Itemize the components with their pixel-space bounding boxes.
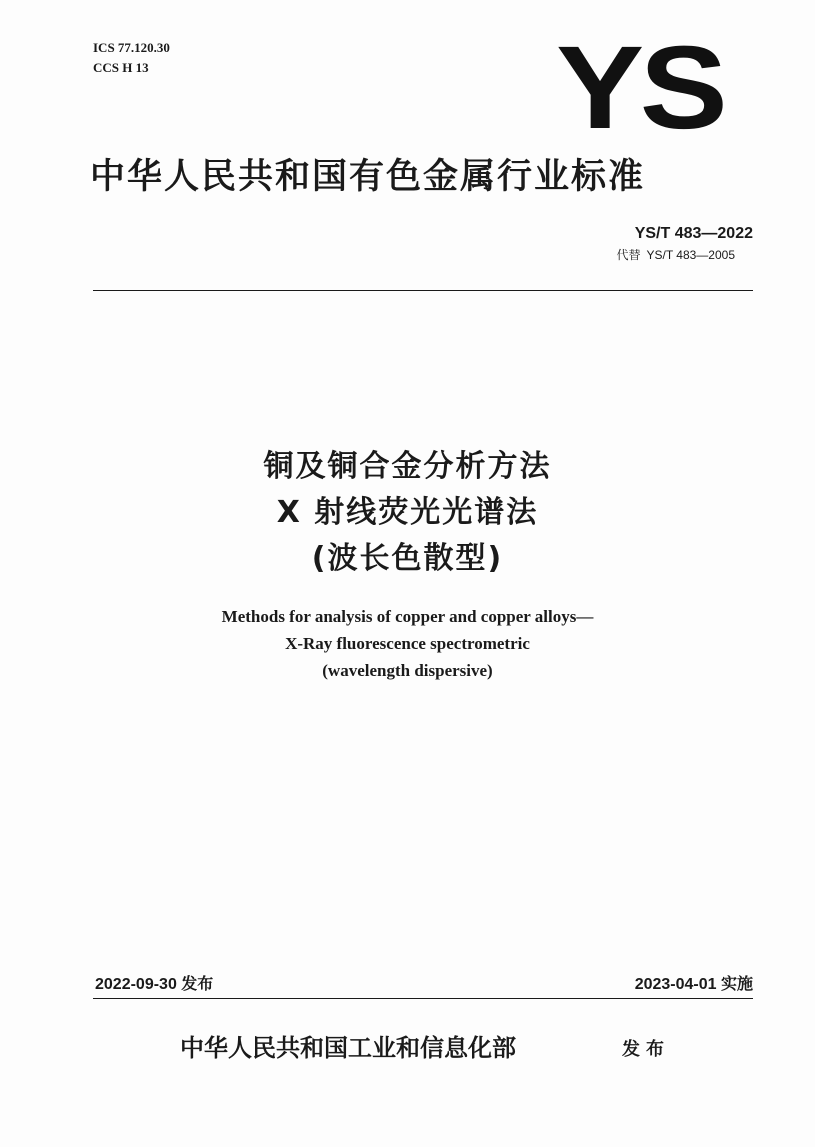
chinese-title [0, 444, 815, 582]
standard-number: YS/T 483—2022 [634, 225, 753, 242]
english-title [0, 603, 815, 684]
ics-code: ICS 77.120.30 [93, 40, 170, 55]
chinese-title-line-3: (波长色散型) [311, 541, 504, 576]
ys-logo: YS [556, 22, 724, 154]
english-title-line-1: Methods for analysis of copper and copper alloys— [221, 607, 594, 626]
bottom-divider [93, 998, 753, 999]
issuing-action: 发布 [622, 1039, 670, 1060]
replaces-standard [616, 246, 735, 264]
replaces-label: 代替 [616, 248, 641, 262]
ccs-code: CCS H 13 [93, 60, 149, 75]
standard-category-title: 中华人民共和国有色金属行业标准 [90, 157, 646, 197]
english-title-line-2: X-Ray fluorescence spectrometric [285, 634, 530, 653]
date-row [93, 973, 753, 997]
replaces-number: YS/T 483—2005 [646, 248, 735, 262]
issuing-authority: 中华人民共和国工业和信息化部 [180, 1033, 516, 1062]
chinese-title-line-2: X 射线荧光光谱法 [276, 495, 539, 530]
classification-codes [93, 38, 170, 78]
english-title-line-3: (wavelength dispersive) [322, 661, 493, 680]
issue-date: 2022-09-30 发布 [95, 976, 214, 993]
chinese-title-line-1: 铜及铜合金分析方法 [263, 449, 552, 484]
effective-date: 2023-04-01 实施 [634, 976, 753, 993]
top-divider [93, 290, 753, 291]
